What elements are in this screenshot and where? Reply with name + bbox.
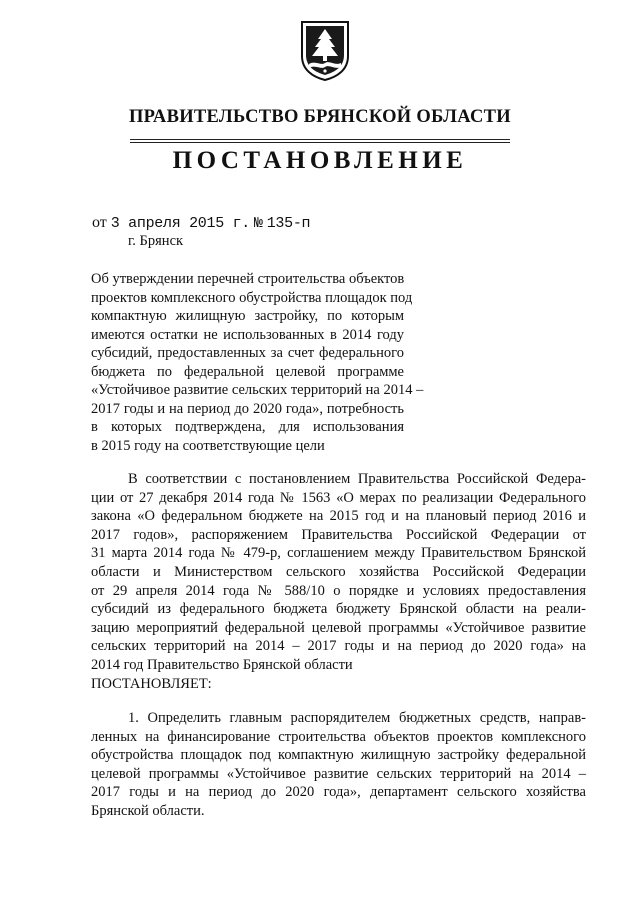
header-divider [130,142,510,143]
item-line: ленных на финансирование строительства объектов проектов комплексного [91,728,586,745]
subject-line: проектов комплексного обустройства площадок под [91,289,413,306]
preamble-line: области и Министерством сельского хозяйства Российской Федерации [91,563,586,580]
preamble-line: В соответствии с постановлением Правительства Российской Федера- [128,471,586,487]
item-1-paragraph [91,709,586,821]
item-line: 1. Определить главным распорядителем бюджетных средств, направ- [128,710,586,726]
subject-line: 2017 годы и на период до 2020 года», потребность [91,400,404,417]
government-title: ПРАВИТЕЛЬСТВО БРЯНСКОЙ ОБЛАСТИ [128,107,511,127]
document-type-title: ПОСТАНОВЛЕНИЕ [172,147,468,174]
preamble-paragraph [91,470,586,693]
subject-line: в которых подтверждена, для использования [91,419,404,435]
preamble-line: от 29 апреля 2014 года № 588/10 о порядке и условиях предоставления [91,582,586,599]
coat-of-arms-icon [299,20,351,82]
preamble-line: 2017 годов», распоряжением Правительства Российской Федерации от [91,526,586,543]
document-date: 3 апреля 2015 г. [110,215,251,232]
preamble-line: 31 марта 2014 года № 479-р, соглашением между Правительством Брянской [91,545,586,562]
item-line: Брянской области. [91,802,205,819]
subject-line: имеются остатки не использованных в 2014 году [91,326,404,343]
preamble-line: ции от 27 декабря 2014 года № 1563 «О мерах по реализации Федерального [91,489,586,506]
from-label: от [92,214,107,231]
document-subject [91,270,424,455]
subject-line: субсидий, предоставленных за счет федерального [91,345,404,361]
item-line: целевой программы «Устойчивое развитие сельских территорий на 2014 – [91,765,586,782]
item-line: обустройства площадок под компактную жилищную застройку федеральной [91,747,586,764]
preamble-line: сельских территорий на 2014 – 2017 годы и на период до 2020 года» на [91,638,586,655]
document-number: 135-п [266,215,311,232]
subject-line: Об утверждении перечней строительства объектов [91,271,405,287]
document-city: г. Брянск [128,233,184,249]
subject-line: «Устойчивое развитие сельских территорий на 2014 – [91,382,424,398]
subject-line: компактную жилищную застройку, по которым [91,308,404,324]
header-divider [130,139,510,140]
preamble-line: зацию мероприятий федеральной целевой программы «Устойчивое развитие [91,619,586,636]
number-label: № [254,215,263,232]
subject-line: в 2015 году на соответствующие цели [91,437,325,454]
document-date-number [92,214,310,232]
preamble-line: 2014 год Правительство Брянской области [91,656,353,673]
preamble-line: закона «О федеральном бюджете на 2015 год и на плановый период 2016 и [91,508,586,525]
item-line: 2017 годы и на период до 2020 года», департамент сельского хозяйства [91,784,586,801]
resolves-heading: ПОСТАНОВЛЯЕТ: [91,675,212,692]
preamble-line: субсидий из федерального бюджета бюджету Брянской области на реали- [91,601,586,618]
subject-line: бюджета по федеральной целевой программе [91,363,404,380]
